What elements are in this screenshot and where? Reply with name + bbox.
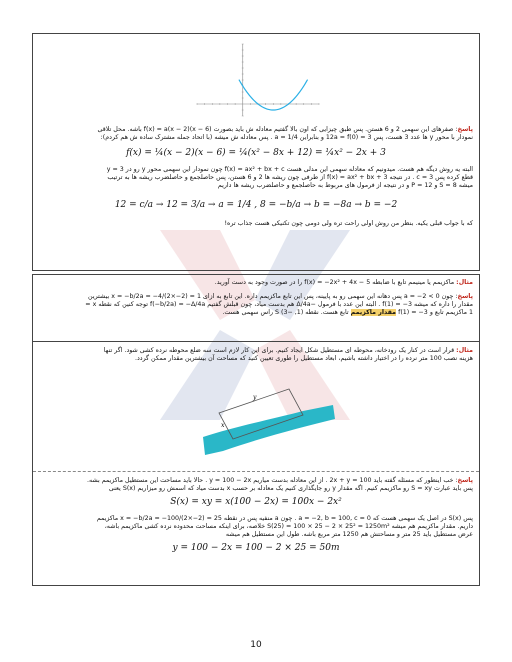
equation-area: S(x) = xy = x(100 − 2x) = 100x − 2x² [170,497,342,507]
text-line: مقدار را داره که میشه f(1) = −3 . البته این عدد با فرمول −Δ/4a هم بدست میاد، چون قبلش گفتیم f(−b/2a) = −Δ/4a توجه کنین که نقطه x = [85,301,473,308]
parabola-chart [193,40,323,120]
text-line: 1 ماکزیمم تابع و f(1) = −3 [398,309,473,316]
text-line: هزینه نصب 100 متر نرده را در اختیار داشته باشیم، ابعاد مستطیل را طوری تعیین کنید که مساحت آن بیشترین مقدار ممکن گردد. [134,355,473,362]
text-line: قرار است در کنار یک رودخانه، محوطه ای مستطیل شکل ایجاد کنیم. برای این کار لازم است سه ضلع محوطه نرده کشی شود. اگر تنها [103,347,455,354]
example-2-answer: پاسخ: خب اینطور که مسئله گفته باید 2x + y = 100 . از این معادله بدست میاریم y = 100 − 2x . حالا باید مساحت این مستطیل ماکزیمم بشه. پس باید عبارت S = xy رو ماکزیمم کنیم. اگه مقدار y رو جایگذاری کنیم یک معادله بر حسب x بدست میاد که اسمش رو میزاریم S(x) یعنی [86,477,473,492]
solution-label: پاسخ [457,477,473,484]
text-line: میشه 8 = S و 12 = P و در نتیجه از فرمول های مربوط به حاصلجمع و حاصلضرب ریشه ها داریم [217,182,473,189]
solution-paragraph-2 [39,166,473,190]
equation-fx: f(x) = ¼(x − 2)(x − 6) = ¼(x² − 8x + 12) = ¼x² − 2x + 3 [126,148,386,158]
river-fence-figure [193,375,343,470]
text-line: قطع کرده پس c = 3 . در نتیجه f(x) = ax² + bx + 3 از طرفی چون ریشه ها 2 و 6 هستن، پس حاصلجمع و حاصلضرب ریشه ها به ترتیب [107,174,473,181]
text-line: پس باید عبارت S = xy رو ماکزیمم کنیم. اگه مقدار y رو جایگذاری کنیم یک معادله بر حسب x بدست میاد که اسمش رو میزاریم S(x) یعنی [108,485,473,492]
parabola-curve [239,80,308,110]
river-shape [203,405,335,455]
question-text: ماکزیمم یا مینیمم تابع با ضابطه f(x) = −2x² + 4x − 5 را در صورت وجود به دست آورید. [214,279,455,286]
fence-label-y: y [253,394,257,401]
equation-coefficients: 12 = c/a → 12 = 3/a → a = 1/4 , 8 = −b/a → b = −8a → b = −2 [114,200,398,210]
solution-note: که با جواب قبلی یکیه. بنظر من روش اولی راحت تره ولی دومی چون تکنیکی هست جذاب تره! [224,220,473,227]
solution-box-1 [32,33,480,271]
divider [33,341,479,342]
example-label: مثال: [456,347,473,354]
example-1-question [39,279,473,287]
solution-paragraph-1: پاسخ: صفرهای این سهمی 2 و 6 هستن. پس طبق چیزایی که اون بالا گفتیم معادله ش باید بصورت f(x) = a(x − 2)(x − 6) باشه. محل تلاقی نمودار با محور y ها عدد 3 هست، پس 3 = 12a = f(0) و بنابراین a = 1/4 . پس معادله ش میشه (با اتحاد جمله مشترک ساده ش هم کردم): [97,126,473,141]
fence-label-x: x [221,422,225,429]
equation-length: y = 100 − 2x = 100 − 2 × 25 = 50m [172,543,340,553]
example-label: مثال: [456,279,473,286]
example-1-answer: پاسخ: چون a = −2 < 0 پس دهانه این سهمی رو به پایینه، پس این تابع ماکزیمم داره. این تابع به ازای x = −b/2a = −4/(2×−2) = 1 بیشترین مقدار را داره که میشه f(1) = −3 . البته این عدد با فرمول −Δ/4a هم بدست میاد، چون قبلش گفتیم f(−b/2a) = −Δ/4a توجه کنین که نقطه x = 1 ماکزیمم تابع و f(1) = −3 مقدار ماکزیمم تابع هست. نقطه (1, −3) S راس سهمی هست. [85,293,473,316]
highlight-max-value: مقدار ماکزیمم [350,309,397,316]
text-line: پس S(x) در اصل یک سهمی هست که a = −2, b = 100, c = 0 . چون a منفیه پس در نقطه x = −b/2a = −100/(2×−2) = 25 ماکزیمم [96,515,473,522]
divider [33,471,479,472]
text-line: داریم. مقدار ماکزیمم هم میشه S(25) = 100 × 25 − 2 × 25² = 1250m² خلاصه، برای اینکه مساحت محدوده نرده کشی ماکزیمم باشه، [104,523,473,530]
page-number: 10 [250,640,262,650]
text-line: صفرهای این سهمی 2 و 6 هستن. پس طبق چیزایی که اون بالا گفتیم معادله ش باید بصورت f(x) = a(x − 2)(x − 6) باشه. محل تلاقی [97,126,454,133]
text-line: تابع هست. نقطه (1, −3) S راس سهمی هست. [222,309,349,316]
text-line: چون a = −2 < 0 پس دهانه این سهمی رو به پایینه، پس این تابع ماکزیمم داره. این تابع به ازای x = −b/2a = −4/(2×−2) = 1 بیشترین [88,293,454,300]
text-line: نمودار با محور y ها عدد 3 هست، پس 3 = 12a = f(0) و بنابراین a = 1/4 . پس معادله ش میشه (با اتحاد جمله مشترک ساده ش هم کردم): [100,134,473,141]
solution-label: پاسخ [457,126,473,133]
example-2-answer-cont [39,515,473,539]
text-line: عرض مستطیل باید 25 متر و مساحتش هم 1250 متر مربع باشه. طول این مستطیل هم میشه [225,531,473,538]
text-line: خب اینطور که مسئله گفته باید 2x + y = 100 . از این معادله بدست میاریم y = 100 − 2x . حالا باید مساحت این مستطیل ماکزیمم بشه. [86,477,454,484]
example-2-question [39,347,473,363]
solution-label: پاسخ [457,293,473,300]
text-line: البته یه روش دیگه هم هست. میدونیم که معادله سهمی این مدلی هست f(x) = ax² + bx + c چون نمودار این سهمی محور y رو در 3 = y [106,166,473,173]
examples-box [32,274,480,586]
